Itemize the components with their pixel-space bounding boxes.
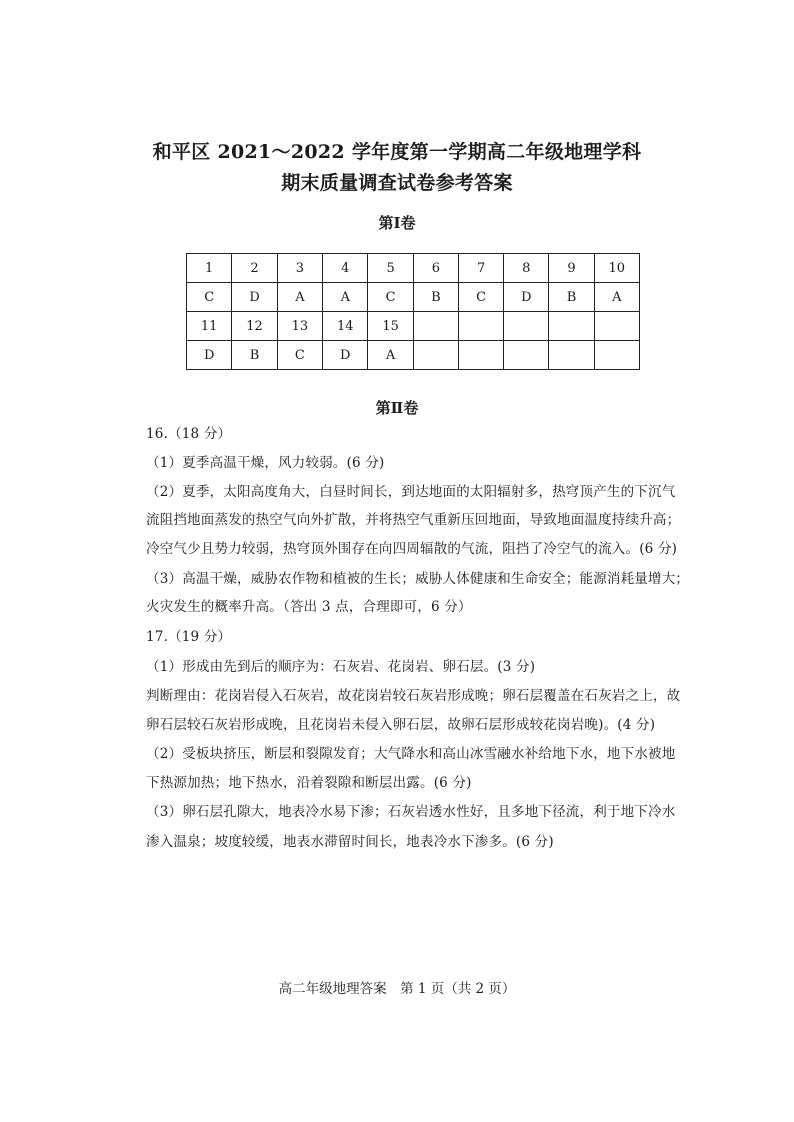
answer-line: 判断理由：花岗岩侵入石灰岩，故花岗岩较石灰岩形成晚；卵石层覆盖在石灰岩之上，故 — [146, 688, 681, 704]
answer-line: （2）夏季，太阳高度角大，白昼时间长，到达地面的太阳辐射多，热穹顶产生的下沉气 — [146, 484, 676, 500]
question-number: 7 — [458, 254, 503, 283]
question-number: 12 — [232, 312, 277, 341]
answer-line: 冷空气少且势力较弱，热穹顶外围存在向四周辐散的气流，阻挡了冷空气的流入。(6 分) — [146, 541, 678, 557]
table-row — [187, 254, 640, 283]
answer-cell: B — [413, 283, 458, 312]
answer-cell: C — [277, 341, 322, 370]
empty-cell — [413, 341, 458, 370]
question-16-heading: 16.（18 分） — [146, 426, 232, 442]
empty-cell — [549, 312, 594, 341]
table-row — [187, 283, 640, 312]
empty-cell — [458, 312, 503, 341]
question-number: 1 — [187, 254, 232, 283]
answer-cell: D — [504, 283, 549, 312]
table-row — [187, 312, 640, 341]
answer-cell: A — [594, 283, 639, 312]
question-number: 11 — [187, 312, 232, 341]
document-title-line2: 期末质量调查试卷参考答案 — [281, 172, 513, 194]
answer-cell: A — [323, 283, 368, 312]
answer-cell: D — [187, 341, 232, 370]
answer-line: （3）高温干燥，威胁农作物和植被的生长；威胁人体健康和生命安全；能源消耗量增大； — [146, 571, 690, 587]
question-17-heading: 17.（19 分） — [146, 629, 232, 645]
answer-line: （2）受板块挤压，断层和裂隙发育；大气降水和高山冰雪融水补给地下水，地下水被地 — [146, 746, 676, 762]
part2-heading: 第Ⅱ卷 — [375, 399, 419, 417]
question-number: 15 — [368, 312, 413, 341]
question-number: 9 — [549, 254, 594, 283]
answer-line: 渗入温泉；坡度较缓，地表水滞留时间长，地表冷水下渗多。(6 分) — [146, 834, 554, 850]
answer-cell: B — [232, 341, 277, 370]
question-number: 6 — [413, 254, 458, 283]
empty-cell — [594, 341, 639, 370]
empty-cell — [594, 312, 639, 341]
answer-line: 下热源加热；地下热水，沿着裂隙和断层出露。(6 分) — [146, 775, 472, 791]
question-number: 8 — [504, 254, 549, 283]
answer-table — [186, 253, 640, 370]
page-footer: 高二年级地理答案 第 1 页（共 2 页） — [278, 981, 516, 997]
answer-cell: A — [368, 341, 413, 370]
question-number: 4 — [323, 254, 368, 283]
answer-line: （1）夏季高温干燥，风力较弱。(6 分) — [146, 455, 385, 471]
empty-cell — [458, 341, 503, 370]
answer-line: （1）形成由先到后的顺序为：石灰岩、花岗岩、卵石层。(3 分) — [146, 659, 536, 675]
empty-cell — [549, 341, 594, 370]
answer-cell: B — [549, 283, 594, 312]
part1-heading: 第Ⅰ卷 — [378, 214, 416, 232]
answer-cell: C — [368, 283, 413, 312]
question-number: 13 — [277, 312, 322, 341]
table-row — [187, 341, 640, 370]
question-number: 10 — [594, 254, 639, 283]
empty-cell — [504, 341, 549, 370]
answer-cell: C — [187, 283, 232, 312]
answer-line: 卵石层较石灰岩形成晚，且花岗岩未侵入卵石层，故卵石层形成较花岗岩晚)。(4 分) — [146, 717, 656, 733]
answer-cell: D — [323, 341, 368, 370]
question-number: 3 — [277, 254, 322, 283]
empty-cell — [413, 312, 458, 341]
answer-cell: D — [232, 283, 277, 312]
answer-line: （3）卵石层孔隙大，地表冷水易下渗；石灰岩透水性好，且多地下径流，利于地下冷水 — [146, 804, 676, 820]
question-number: 2 — [232, 254, 277, 283]
document-title-line1: 和平区 2021～2022 学年度第一学期高二年级地理学科 — [152, 141, 642, 163]
question-number: 14 — [323, 312, 368, 341]
question-number: 5 — [368, 254, 413, 283]
answer-cell: C — [458, 283, 503, 312]
answer-line: 火灾发生的概率升高。（答出 3 点，合理即可，6 分） — [146, 599, 472, 615]
answer-line: 流阻挡地面蒸发的热空气向外扩散，并将热空气重新压回地面，导致地面温度持续升高； — [146, 512, 681, 528]
answer-cell: A — [277, 283, 322, 312]
empty-cell — [504, 312, 549, 341]
